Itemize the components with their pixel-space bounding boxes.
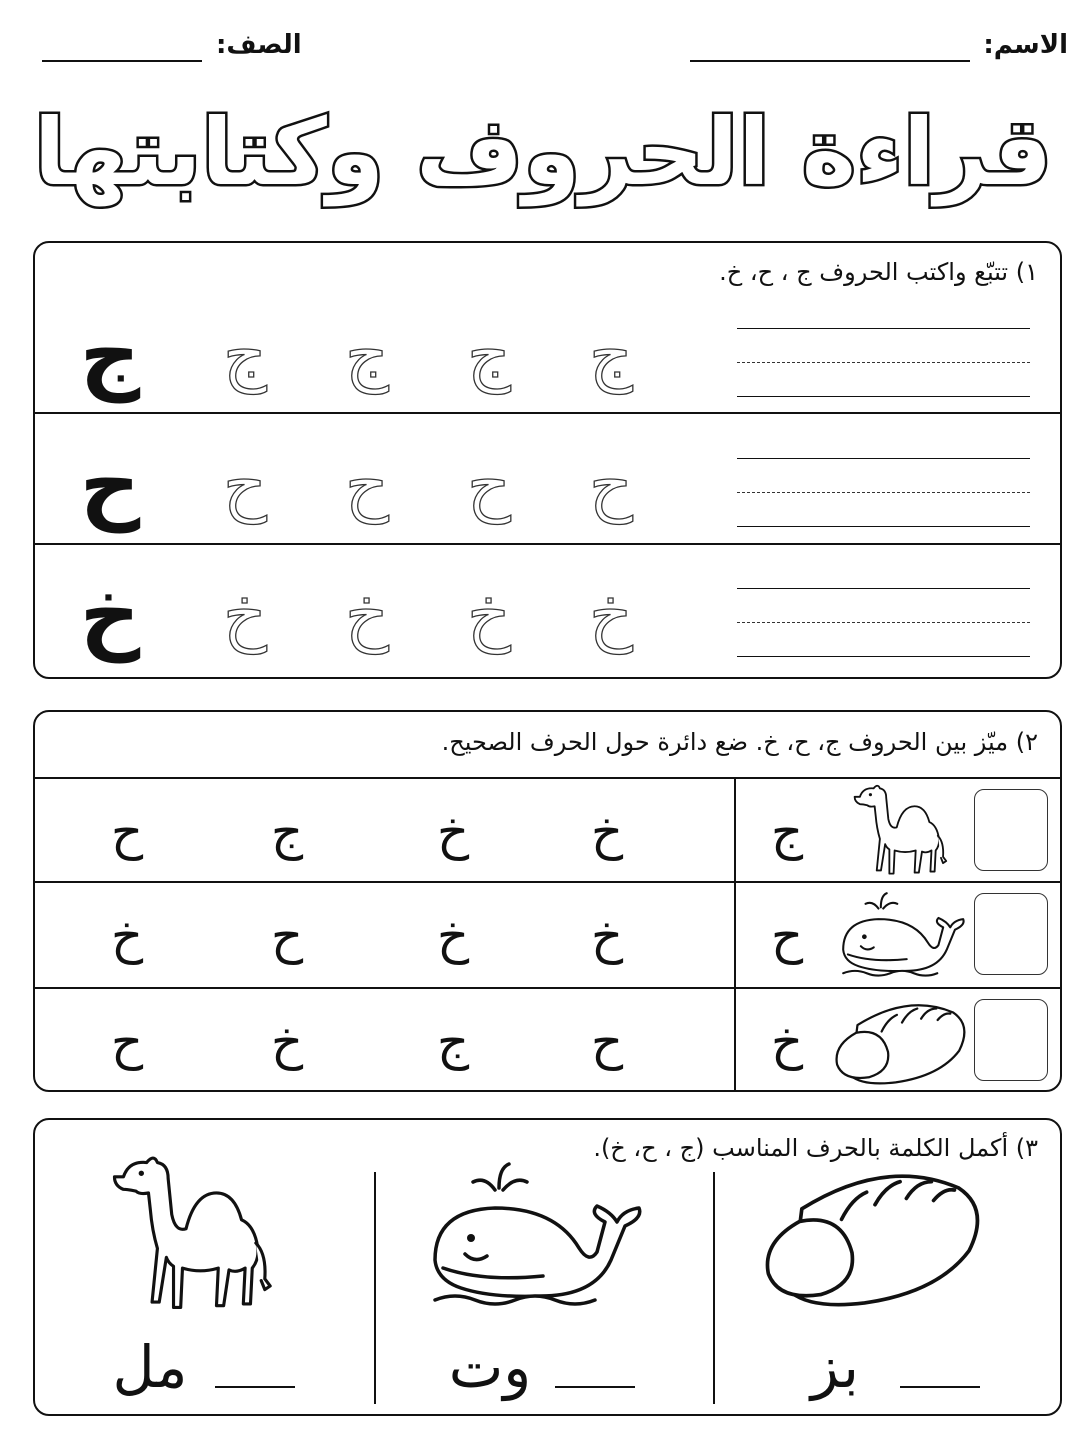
target-letter: ج: [770, 803, 804, 861]
choice-letter[interactable]: خ: [270, 1013, 304, 1071]
whale-icon: [832, 885, 972, 985]
writing-baseline: [737, 396, 1030, 397]
divider: [374, 1172, 376, 1404]
writing-midline: [737, 362, 1030, 363]
trace-letter[interactable]: ح: [467, 446, 511, 525]
trace-letter[interactable]: ح: [223, 446, 267, 525]
trace-letter[interactable]: خ: [223, 576, 267, 655]
choice-letter[interactable]: خ: [110, 907, 144, 965]
answer-box[interactable]: [974, 789, 1048, 871]
trace-letter[interactable]: ج: [589, 316, 633, 395]
trace-letter[interactable]: خ: [345, 576, 389, 655]
choice-letter[interactable]: خ: [590, 907, 624, 965]
trace-letter[interactable]: ح: [589, 446, 633, 525]
name-field[interactable]: [690, 60, 970, 62]
choice-letter[interactable]: ج: [270, 803, 304, 861]
class-label: الصف:: [216, 30, 302, 60]
trace-letter[interactable]: خ: [589, 576, 633, 655]
choice-letter[interactable]: ح: [110, 803, 144, 861]
divider: [734, 777, 736, 1090]
writing-line[interactable]: [737, 588, 1030, 589]
answer-box[interactable]: [974, 893, 1048, 975]
model-letter: خ: [79, 565, 141, 663]
choice-letter[interactable]: ج: [436, 1013, 470, 1071]
target-letter: ح: [770, 907, 804, 965]
answer-blank[interactable]: [555, 1386, 635, 1388]
camel-icon: [80, 1150, 310, 1320]
writing-line[interactable]: [737, 328, 1030, 329]
camel-icon: [832, 781, 972, 881]
name-label: الاسم:: [983, 30, 1068, 60]
divider: [35, 881, 1060, 883]
divider: [35, 412, 1060, 414]
trace-letter[interactable]: خ: [467, 576, 511, 655]
whale-icon: [420, 1150, 650, 1320]
trace-letter[interactable]: ج: [345, 316, 389, 395]
partial-word: وت: [448, 1333, 532, 1401]
answer-box[interactable]: [974, 999, 1048, 1081]
model-letter: ح: [79, 435, 141, 533]
writing-midline: [737, 492, 1030, 493]
writing-baseline: [737, 526, 1030, 527]
bread-icon: [760, 1150, 990, 1320]
answer-blank[interactable]: [215, 1386, 295, 1388]
choice-letter[interactable]: ح: [110, 1013, 144, 1071]
choice-letter[interactable]: ح: [590, 1013, 624, 1071]
section3-instruction: ٣) أكمل الكلمة بالحرف المناسب (ج ، ح، خ).: [593, 1134, 1038, 1162]
choice-letter[interactable]: ح: [270, 907, 304, 965]
writing-line[interactable]: [737, 458, 1030, 459]
page-title: قراءة الحروف وكتابتها: [33, 99, 1053, 206]
divider: [35, 987, 1060, 989]
answer-blank[interactable]: [900, 1386, 980, 1388]
trace-letter[interactable]: ج: [223, 316, 267, 395]
writing-baseline: [737, 656, 1030, 657]
partial-word: مل: [112, 1333, 188, 1401]
divider: [35, 543, 1060, 545]
writing-midline: [737, 622, 1030, 623]
choice-letter[interactable]: خ: [436, 907, 470, 965]
partial-word: بز: [810, 1333, 860, 1401]
section2-instruction: ٢) ميّز بين الحروف ج، ح، خ. ضع دائرة حول الحرف الصحيح.: [441, 728, 1038, 756]
divider: [713, 1172, 715, 1404]
choice-letter[interactable]: خ: [590, 803, 624, 861]
target-letter: خ: [770, 1013, 804, 1071]
divider: [35, 777, 1060, 779]
model-letter: ج: [79, 305, 141, 403]
section1-instruction: ١) تتبّع واكتب الحروف ج ، ح، خ.: [719, 258, 1038, 286]
choice-letter[interactable]: خ: [436, 803, 470, 861]
trace-letter[interactable]: ج: [467, 316, 511, 395]
bread-icon: [832, 991, 972, 1091]
class-field[interactable]: [42, 60, 202, 62]
trace-letter[interactable]: ح: [345, 446, 389, 525]
section-trace-box: [33, 241, 1062, 679]
